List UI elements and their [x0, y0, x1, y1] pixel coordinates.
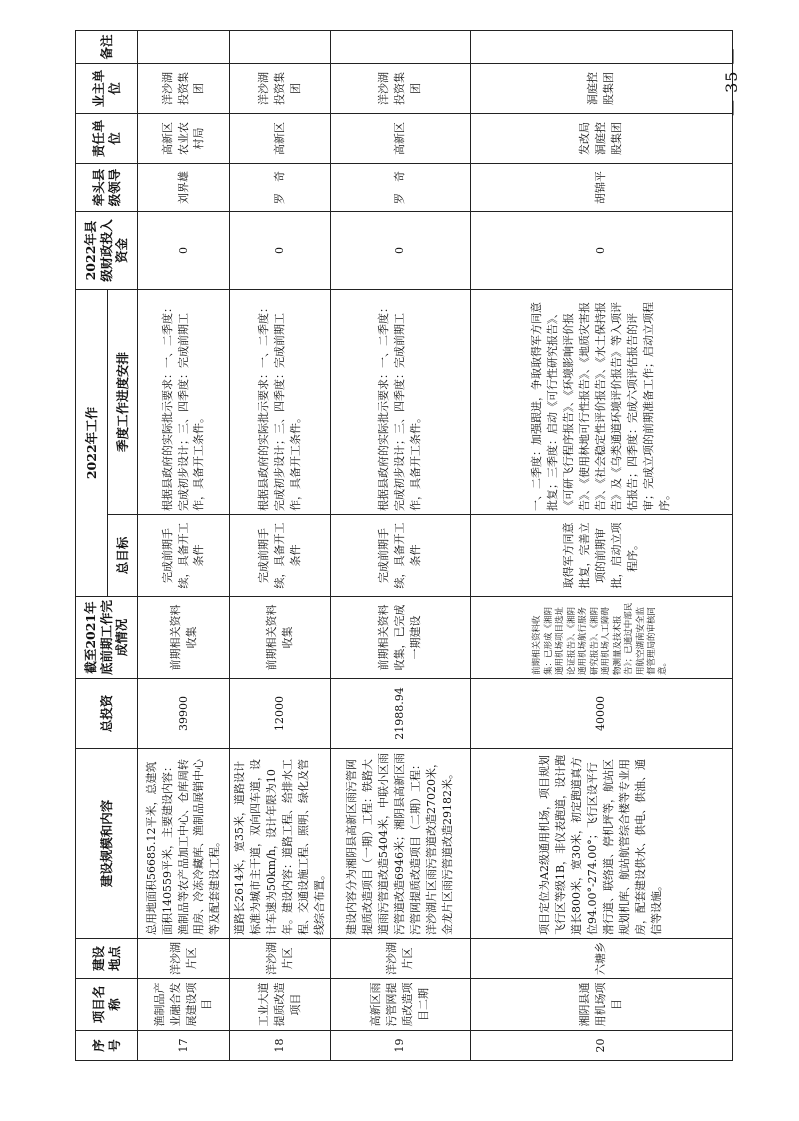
cell-location: 洋沙湖片区 [230, 939, 331, 979]
cell-owner-unit: 洋沙湖投资集团 [138, 63, 230, 113]
header-resp-unit: 责任单位 [76, 113, 138, 163]
cell-name: 高新区雨污管网提质改造项目二期 [330, 979, 470, 1031]
cell-location: 洋沙湖片区 [330, 939, 470, 979]
cell-progress: 前期相关资料收集，已完成一期建设 [330, 597, 470, 679]
table-row [470, 30, 732, 1060]
cell-goal: 取得军方同意批复，完善立项的前期审批，启动立项程序。 [470, 515, 732, 597]
cell-investment: 21988.94 [330, 679, 470, 749]
cell-goal: 完成前期手续，具备开工条件 [138, 515, 230, 597]
cell-quarterly: 根据县政府的实际批示要求：一、二季度：完成初步设计；三、四季度：完成前期工作，具备开工条件。 [230, 289, 331, 514]
cell-leader: 罗 奇 [230, 163, 331, 211]
cell-name: 湘阴县通用机场项目 [470, 979, 732, 1031]
cell-location: 洋沙湖片区 [138, 939, 230, 979]
header-seq: 序号 [76, 1031, 138, 1061]
cell-owner-unit: 洋沙湖投资集团 [330, 63, 470, 113]
header-row-1 [76, 30, 108, 1060]
header-work-2022: 2022年工作 [76, 289, 108, 596]
cell-content: 道路长2614米，宽35米，道路设计标准为城市主干道，双向四车道，设计车速为50km/h，设计年限为10年。建设内容：道路工程、给排水工程、交通设施工程、照明、绿化及管线综合布置。 [230, 749, 331, 939]
header-remarks: 备注 [76, 30, 138, 63]
cell-resp-unit: 高新区 [330, 113, 470, 163]
header-total-goal: 总目标 [108, 515, 138, 597]
header-investment: 总投资 [76, 679, 138, 749]
cell-funds: 0 [330, 211, 470, 289]
cell-content: 总用地面积56685.12平米，总建筑面积140559平米，主要建设内容：渔制品等农产品加工中心、仓库周转用房、冷冻冷藏库、渔制品展销中心等及配套建设工程。 [138, 749, 230, 939]
cell-owner-unit: 洋沙湖投资集团 [230, 63, 331, 113]
cell-progress: 前期相关资料收集 [230, 597, 331, 679]
cell-leader: 刘界雄 [138, 163, 230, 211]
page-number: — 35 — [722, 47, 741, 116]
header-funds: 2022年县级财政投入资金 [76, 211, 138, 289]
header-owner-unit: 业主单位 [76, 63, 138, 113]
cell-quarterly: 一、二季度：加强跟进，争取取得军方同意批复；三季度：启动《可行性研究报告》、《可研飞行程序报告》、《环境影响评价报告》、《使用林地可行性报告》、《地质灾害报告》、《社会稳定性评价报告》、《水土保持报告》及《乌类通道环境评价报告》等入项评估报告；四季度：完成六项评估报告的评审；完成立项的前期准备工作；启动立项程序。 [470, 289, 732, 514]
cell-seq: 19 [330, 1031, 470, 1061]
cell-goal: 完成前期手续，具备开工条件 [330, 515, 470, 597]
cell-remarks [330, 30, 470, 63]
cell-remarks [138, 30, 230, 63]
cell-resp-unit: 高新区 [230, 113, 331, 163]
cell-seq: 18 [230, 1031, 331, 1061]
cell-name: 工业大道提质改造项目 [230, 979, 331, 1031]
cell-name: 渔制品产业融合发展建设项目 [138, 979, 230, 1031]
header-content: 建设规模和内容 [76, 749, 138, 939]
cell-investment: 39900 [138, 679, 230, 749]
cell-location: 六塘乡 [470, 939, 732, 979]
cell-remarks [470, 30, 732, 63]
table-row [138, 30, 230, 1060]
table-row [230, 30, 331, 1060]
header-leader: 牵头县级领导 [76, 163, 138, 211]
cell-content: 项目定位为A2级通用机场，项目规划飞行区等级1B，非仪表跑道，设计跑道长800米，宽30米，初定跑道真方位94.00°-274.00°；飞行区设平行滑行道、联络道、停机坪等，航站区规划机库、航站航管综合楼等专业用房，配套建设供水、供电、供油、通信等设施。 [470, 749, 732, 939]
cell-goal: 完成前期手续，具备开工条件 [230, 515, 331, 597]
header-name: 项目名称 [76, 979, 138, 1031]
cell-seq: 17 [138, 1031, 230, 1061]
cell-investment: 40000 [470, 679, 732, 749]
cell-resp-unit: 高新区农业农村局 [138, 113, 230, 163]
header-progress-2021: 截至2021年底前期工作完成情况 [76, 597, 138, 679]
cell-quarterly: 根据县政府的实际批示要求：一、二季度：完成初步设计；三、四季度：完成前期工作，具备开工条件。 [138, 289, 230, 514]
cell-remarks [230, 30, 331, 63]
cell-seq: 20 [470, 1031, 732, 1061]
cell-progress: 前期相关资料收集：已形成《湘阴通用机场项目选址论证报告》、《湘阴通用机场航行服务研究报告》、《湘阴通用机场人工障碍物测量及技术报告》；已通过中部民用航空湖南安全监督管理局的审核同意。 [470, 597, 732, 679]
cell-funds: 0 [230, 211, 331, 289]
table-row [330, 30, 470, 1060]
cell-investment: 12000 [230, 679, 331, 749]
cell-funds: 0 [138, 211, 230, 289]
cell-resp-unit: 发改局洞庭控股集团 [470, 113, 732, 163]
cell-funds: 0 [470, 211, 732, 289]
project-table [75, 30, 733, 1061]
header-quarterly: 季度工作进度安排 [108, 289, 138, 514]
cell-progress: 前期相关资料收集 [138, 597, 230, 679]
cell-leader: 胡锦平 [470, 163, 732, 211]
cell-quarterly: 根据县政府的实际批示要求：一、二季度：完成初步设计；三、四季度：完成前期工作，具备开工条件。 [330, 289, 470, 514]
header-location: 建设地点 [76, 939, 138, 979]
cell-content: 建设内容分为湘阴县高新区雨污管网提质改造项目（一期）工程：铁路大道雨污管道改造5404米，中联小区雨污管道改造6946米；湘阴县高新区雨污管网提质改造项目（二期）工程：洋沙湖片区雨污管道改造27020米，金龙片区雨污管道改造29182米。 [330, 749, 470, 939]
cell-owner-unit: 洞庭控股集团 [470, 63, 732, 113]
cell-leader: 罗 奇 [330, 163, 470, 211]
